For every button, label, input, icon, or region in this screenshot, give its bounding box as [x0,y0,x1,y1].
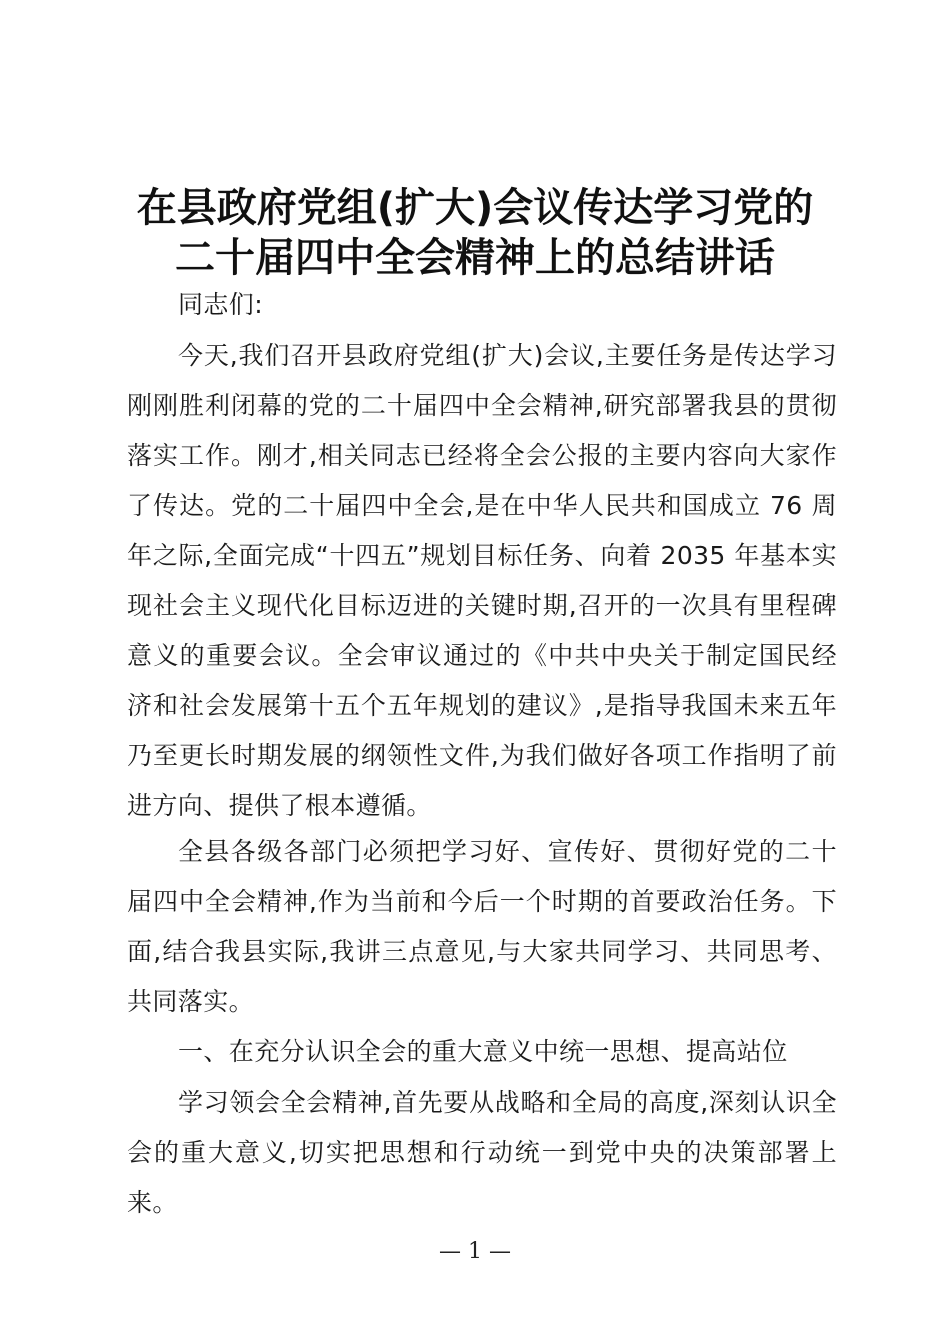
salutation: 同志们: [178,290,264,319]
paragraph-text: 学习领会全会精神,首先要从战略和全局的高度,深刻认识全会的重大意义,切实把思想和行动统一到党中央的决策部署上来。 [127,1088,837,1217]
paragraph-text: 全县各级各部门必须把学习好、宣传好、贯彻好党的二十届四中全会精神,作为当前和今后一个时期的首要政治任务。下面,结合我县实际,我讲三点意见,与大家共同学习、共同思考、共同落实。 [127,837,837,1016]
page-number: — 1 — [439,1239,511,1264]
paragraph-task [127,827,837,1027]
section-heading-1 [127,1027,837,1077]
paragraph-intro [127,331,837,831]
document-title-line-2: 二十届四中全会精神上的总结讲话 [175,235,775,281]
document-title-line-1: 在县政府党组(扩大)会议传达学习党的 [136,185,814,231]
paragraph-section-1 [127,1078,837,1228]
section-heading-text: 一、在充分认识全会的重大意义中统一思想、提高站位 [178,1037,788,1066]
paragraph-text: 今天,我们召开县政府党组(扩大)会议,主要任务是传达学习刚刚胜利闭幕的党的二十届四中全会精神,研究部署我县的贯彻落实工作。刚才,相关同志已经将全会公报的主要内容向大家作了传达。党的二十届四中全会,是在中华人民共和国成立 76 周年之际,全面完成“十四五”规划目标任务、向着 2035 年基本实现社会主义现代化目标迈进的关键时期,召开的一次具有里程碑意义的重要会议。全会审议通过的《中共中央关于制定国民经济和社会发展第十五个五年规划的建议》,是指导我国未来五年乃至更长时期发展的纲领性文件,为我们做好各项工作指明了前进方向、提供了根本遵循。 [127,341,837,820]
